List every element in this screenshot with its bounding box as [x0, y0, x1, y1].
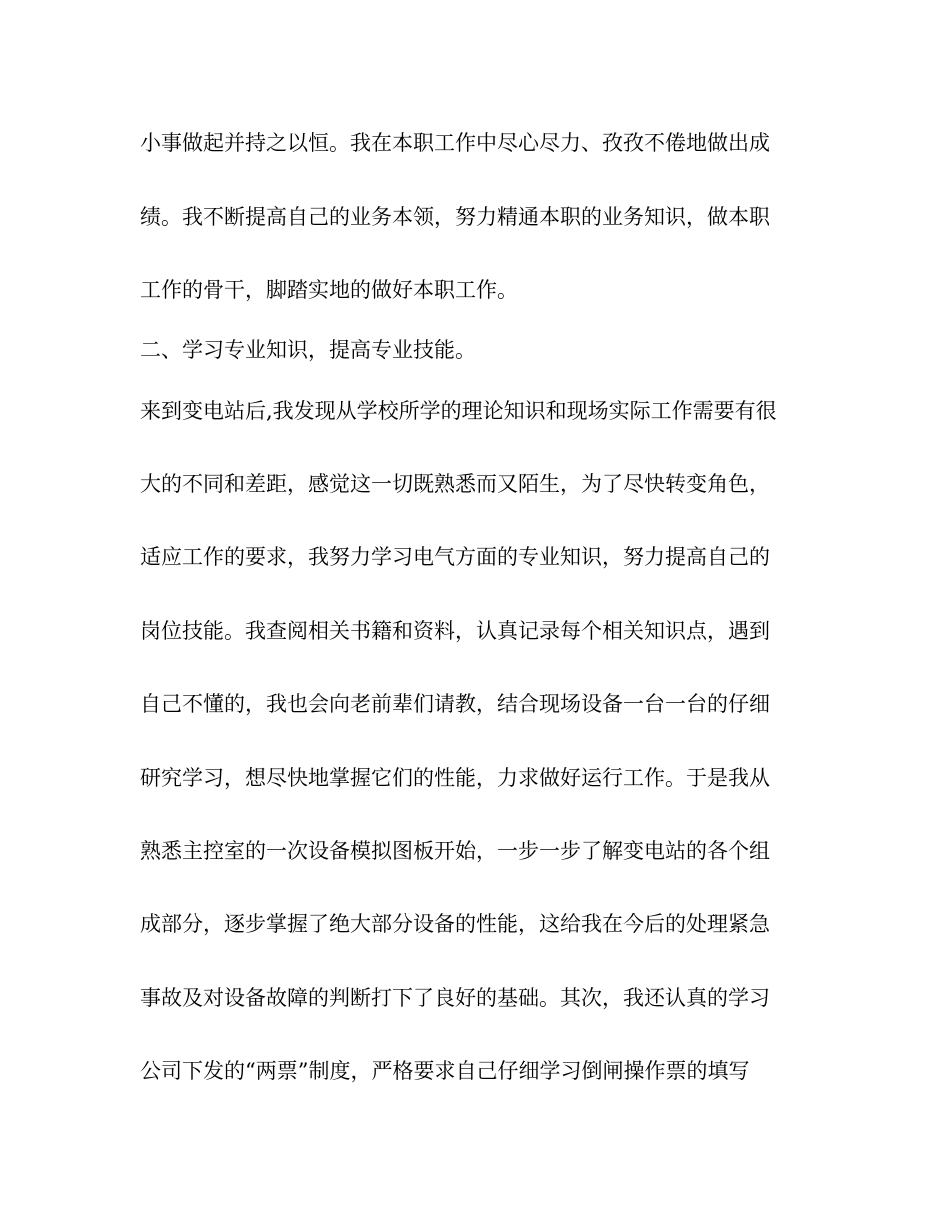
paragraph-line: 小事做起并持之以恒。我在本职工作中尽心尽力、孜孜不倦地做出成 [140, 131, 770, 155]
paragraph-line: 自己不懂的，我也会向老前辈们请教，结合现场设备一台一台的仔细 [140, 692, 770, 716]
paragraph-line: 工作的骨干，脚踏实地的做好本职工作。 [140, 278, 518, 302]
paragraph-line: 熟悉主控室的一次设备模拟图板开始，一步一步了解变电站的各个组 [140, 839, 770, 863]
paragraph-line: 公司下发的“两票”制度，严格要求自己仔细学习倒闸操作票的填写 [140, 1059, 750, 1083]
paragraph-line: 岗位技能。我查阅相关书籍和资料，认真记录每个相关知识点，遇到 [140, 619, 770, 643]
paragraph-line: 事故及对设备故障的判断打下了良好的基础。其次，我还认真的学习 [140, 986, 770, 1010]
paragraph-line: 来到变电站后,我发现从学校所学的理论知识和现场实际工作需要有很 [140, 399, 777, 423]
paragraph-line: 适应工作的要求，我努力学习电气方面的专业知识，努力提高自己的 [140, 545, 770, 569]
section-heading: 二、学习专业知识，提高专业技能。 [140, 338, 476, 362]
paragraph-line: 大的不同和差距，感觉这一切既熟悉而又陌生，为了尽快转变角色， [140, 472, 770, 496]
paragraph-line: 绩。我不断提高自己的业务本领，努力精通本职的业务知识，做本职 [140, 205, 770, 229]
paragraph-line: 研究学习，想尽快地掌握它们的性能，力求做好运行工作。于是我从 [140, 766, 770, 790]
paragraph-line: 成部分，逐步掌握了绝大部分设备的性能，这给我在今后的处理紧急 [140, 912, 770, 936]
